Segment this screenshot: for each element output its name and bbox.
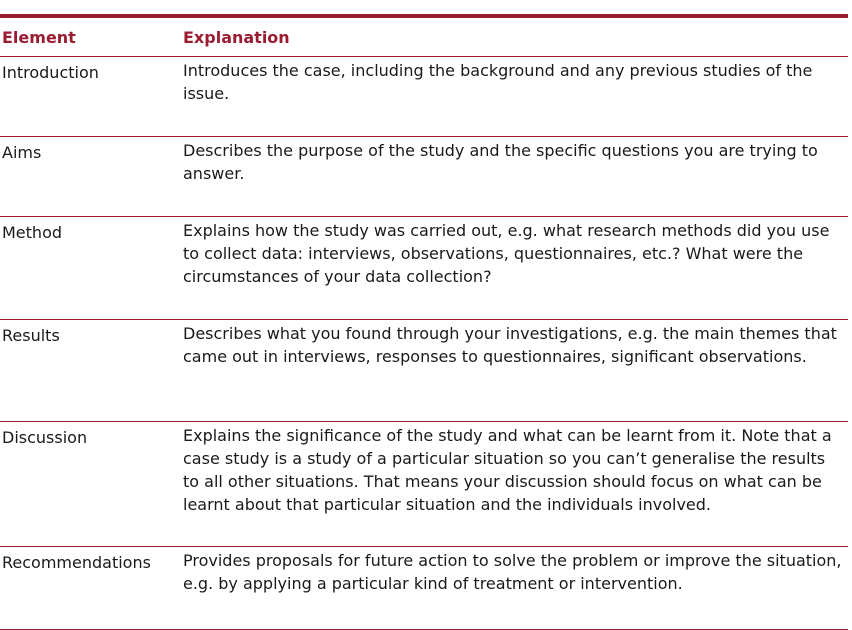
row-explanation: Describes the purpose of the study and the specific questions you are trying to answer.: [183, 141, 818, 183]
case-study-elements-table: [0, 14, 848, 630]
row-explanation: Provides proposals for future action to solve the problem or improve the situation, e.g. by applying a particular kind of treatment or intervention.: [183, 551, 842, 593]
row-explanation: Describes what you found through your investigations, e.g. the main themes that came out in interviews, responses to questionnaires, significant observations.: [183, 324, 837, 366]
table-row: [0, 57, 848, 137]
table-row: [0, 422, 848, 547]
row-explanation: Explains how the study was carried out, e.g. what research methods did you use to collect data: interviews, observations, questionnaires, etc.? What were the circumstances of your data collection?: [183, 221, 830, 286]
row-element: Discussion: [2, 428, 88, 447]
row-element: Introduction: [2, 63, 99, 82]
row-element: Aims: [2, 143, 42, 162]
header-explanation: Explanation: [183, 27, 290, 47]
table-row: [0, 320, 848, 422]
row-explanation: Explains the significance of the study and what can be learnt from it. Note that a case study is a study of a particular situation so you can’t generalise the results to all other situations. That means your discussion should focus on what can be learnt about that particular situation and the individuals involved.: [183, 426, 832, 514]
table-row: [0, 137, 848, 217]
table-header-row: [0, 18, 848, 57]
table-row: [0, 217, 848, 320]
row-element: Results: [2, 326, 60, 345]
row-element: Method: [2, 223, 63, 242]
row-element: Recommendations: [2, 553, 151, 572]
table-row: [0, 547, 848, 630]
header-element: Element: [2, 27, 76, 47]
row-explanation: Introduces the case, including the background and any previous studies of the issue.: [183, 61, 813, 103]
